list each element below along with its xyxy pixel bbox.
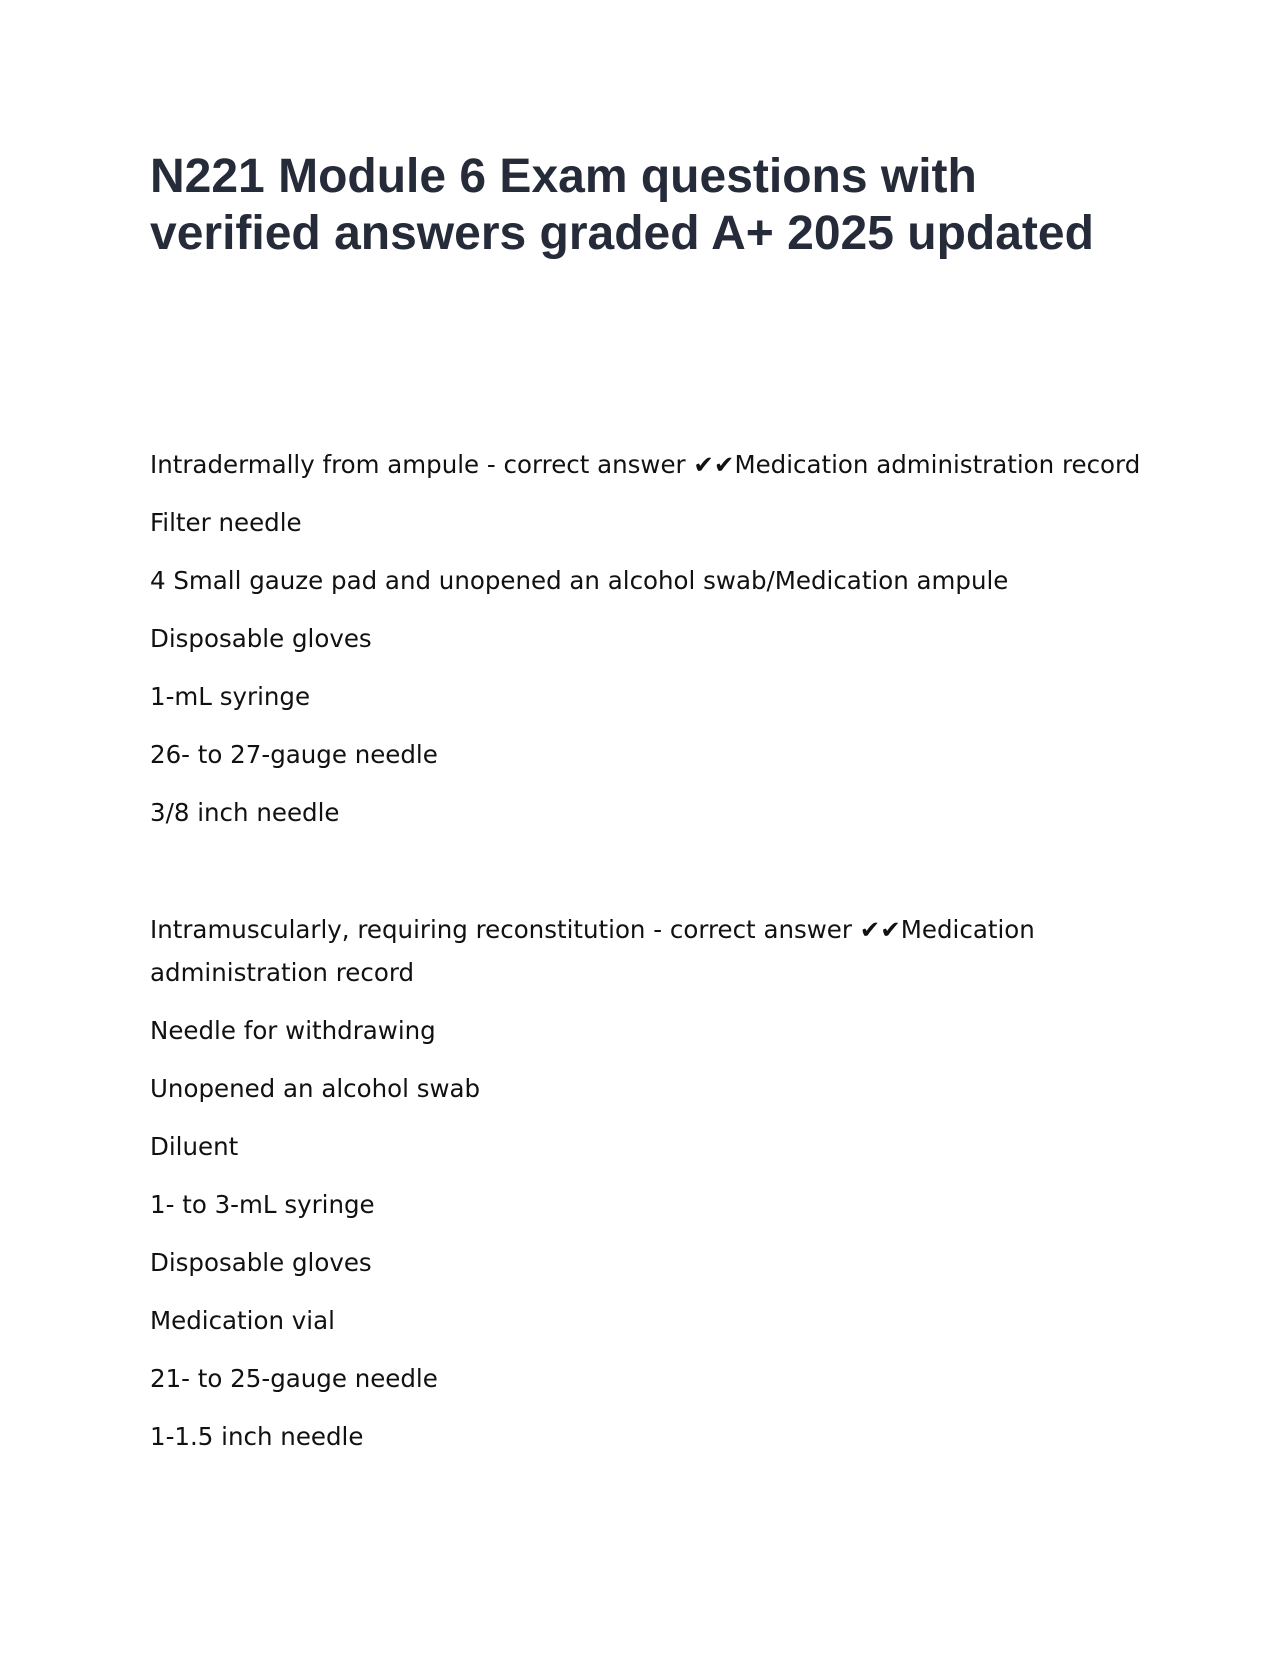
answer-item: 3/8 inch needle [150,798,340,827]
answer-item: 26- to 27-gauge needle [150,740,438,769]
answer-item: 21- to 25-gauge needle [150,1364,438,1393]
answer-item: Disposable gloves [150,1248,372,1277]
question-answer-line: Intramuscularly, requiring reconstitution - correct answer ✔✔Medication administration record [150,915,1035,987]
answer-item: Disposable gloves [150,624,372,653]
answer-item: 4 Small gauze pad and unopened an alcohol swab/Medication ampule [150,566,1009,595]
answer-item: Diluent [150,1132,239,1161]
answer-item: Filter needle [150,508,302,537]
answer-item: 1- to 3-mL syringe [150,1190,375,1219]
answer-block-intramuscular [150,908,1150,1473]
answer-item: Needle for withdrawing [150,1016,436,1045]
document-title: N221 Module 6 Exam questions with verified answers graded A+ 2025 updated [150,150,1094,260]
answer-item: 1-1.5 inch needle [150,1422,364,1451]
question-answer-line: Intradermally from ampule - correct answer ✔✔Medication administration record [150,450,1141,479]
answer-item: Unopened an alcohol swab [150,1074,481,1103]
answer-block-intradermal [150,443,1150,849]
answer-item: 1-mL syringe [150,682,311,711]
answer-item: Medication vial [150,1306,335,1335]
